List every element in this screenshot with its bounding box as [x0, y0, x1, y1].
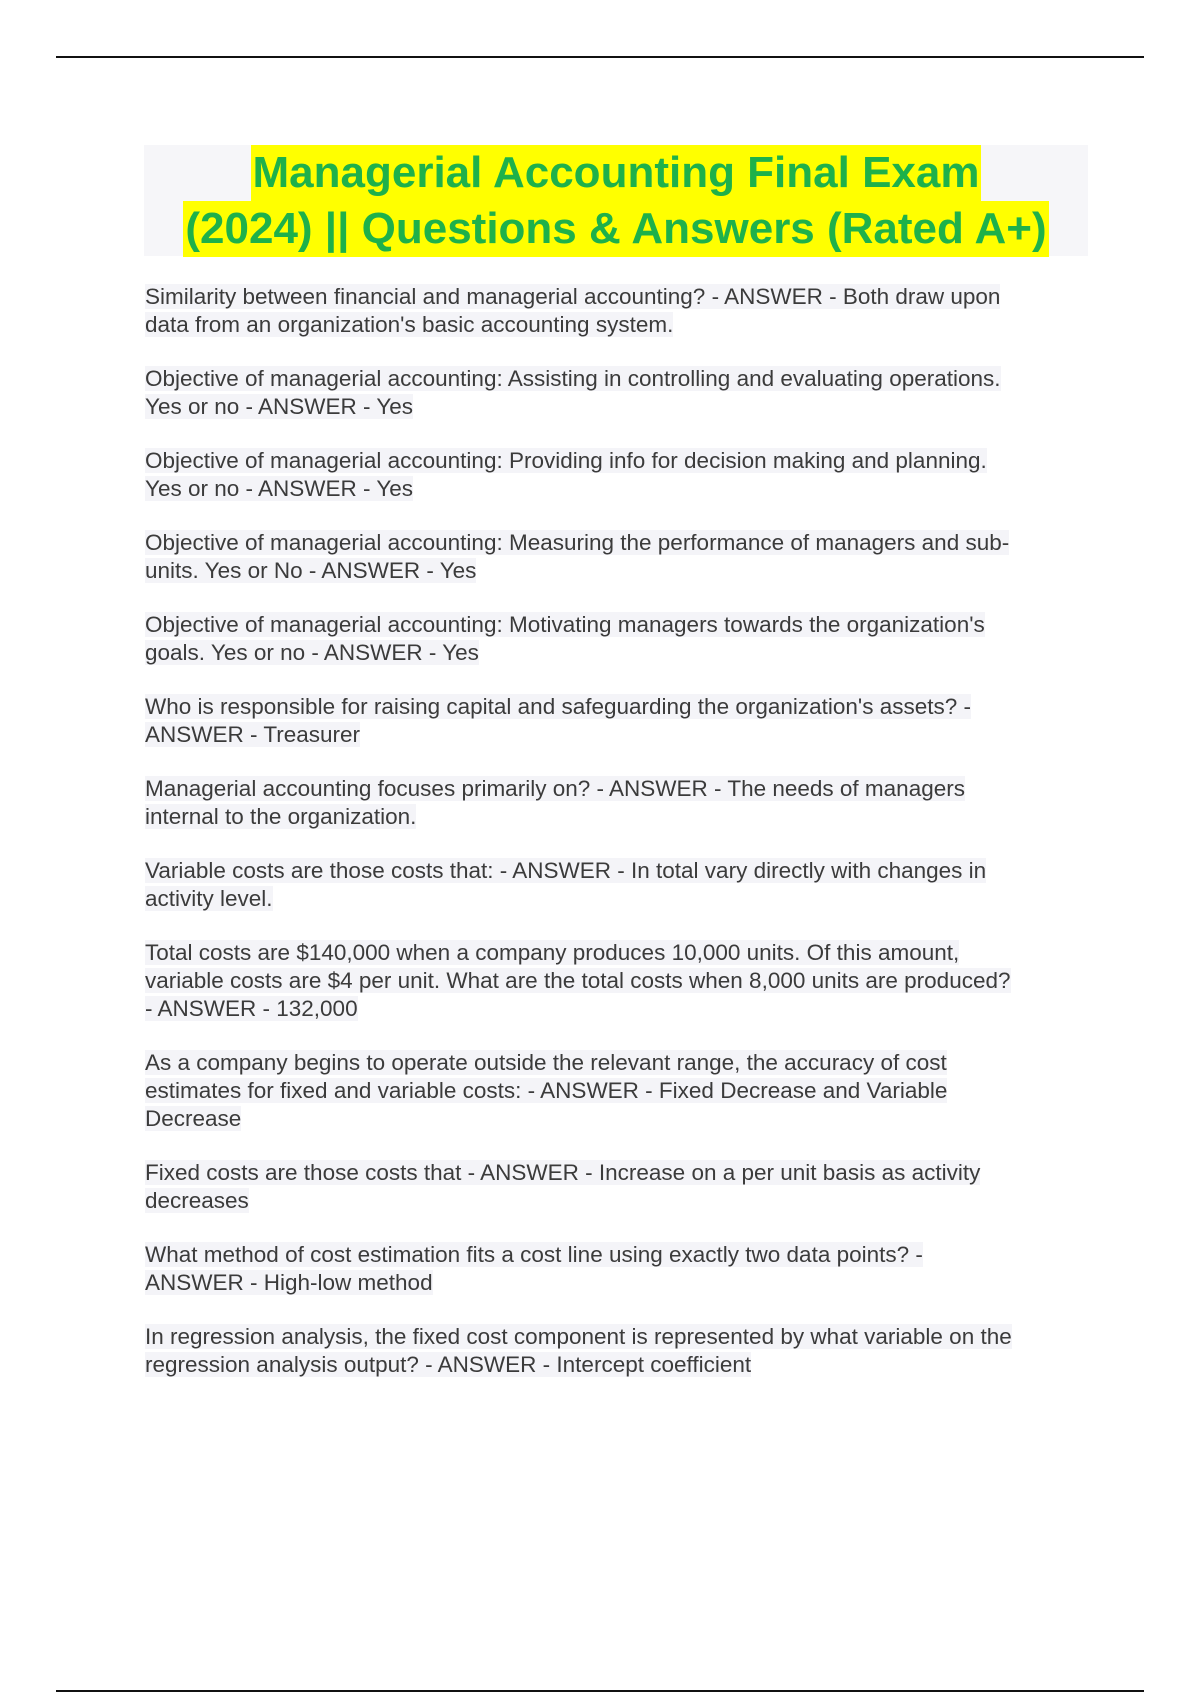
- qa-line: Yes or no - ANSWER - Yes: [145, 394, 414, 419]
- qa-line: Objective of managerial accounting: Motivating managers towards the organization's: [145, 612, 985, 637]
- qa-item: [145, 939, 1085, 1023]
- qa-item: [145, 365, 1085, 421]
- qa-item: [145, 611, 1085, 667]
- top-rule: [56, 56, 1144, 58]
- qa-line: regression analysis output? - ANSWER - Intercept coefficient: [145, 1352, 752, 1377]
- qa-item: [145, 857, 1085, 913]
- title-line-1: Managerial Accounting Final Exam: [251, 145, 982, 201]
- document-title: [144, 145, 1088, 256]
- qa-line: Objective of managerial accounting: Providing info for decision making and planning.: [145, 448, 987, 473]
- qa-line: Managerial accounting focuses primarily on? - ANSWER - The needs of managers: [145, 776, 965, 801]
- qa-item: [145, 1049, 1085, 1133]
- qa-line: variable costs are $4 per unit. What are the total costs when 8,000 units are produced?: [145, 968, 1011, 993]
- qa-line: Who is responsible for raising capital and safeguarding the organization's assets? -: [145, 694, 972, 719]
- qa-item: [145, 693, 1085, 749]
- qa-item: [145, 529, 1085, 585]
- qa-line: Fixed costs are those costs that - ANSWER - Increase on a per unit basis as activity: [145, 1160, 981, 1185]
- qa-item: [145, 1241, 1085, 1297]
- qa-line: Decrease: [145, 1106, 242, 1131]
- qa-line: - ANSWER - 132,000: [145, 996, 358, 1021]
- qa-item: [145, 283, 1085, 339]
- qa-line: Variable costs are those costs that: - ANSWER - In total vary directly with changes in: [145, 858, 987, 883]
- qa-line: data from an organization's basic accounting system.: [145, 312, 674, 337]
- qa-line: What method of cost estimation fits a cost line using exactly two data points? -: [145, 1242, 923, 1267]
- qa-item: [145, 447, 1085, 503]
- qa-line: Similarity between financial and managerial accounting? - ANSWER - Both draw upon: [145, 284, 1001, 309]
- qa-line: units. Yes or No - ANSWER - Yes: [145, 558, 477, 583]
- qa-line: decreases: [145, 1188, 249, 1213]
- title-line-2: (2024) || Questions & Answers (Rated A+): [183, 201, 1048, 257]
- qa-line: In regression analysis, the fixed cost component is represented by what variable on the: [145, 1324, 1012, 1349]
- qa-line: Total costs are $140,000 when a company produces 10,000 units. Of this amount,: [145, 940, 960, 965]
- qa-line: Yes or no - ANSWER - Yes: [145, 476, 414, 501]
- qa-item: [145, 1159, 1085, 1215]
- qa-line: goals. Yes or no - ANSWER - Yes: [145, 640, 479, 665]
- qa-line: ANSWER - High-low method: [145, 1270, 433, 1295]
- qa-line: internal to the organization.: [145, 804, 417, 829]
- qa-line: estimates for fixed and variable costs: - ANSWER - Fixed Decrease and Variable: [145, 1078, 948, 1103]
- qa-line: Objective of managerial accounting: Measuring the performance of managers and sub-: [145, 530, 1010, 555]
- qa-item: [145, 1323, 1085, 1379]
- qa-line: Objective of managerial accounting: Assisting in controlling and evaluating operations.: [145, 366, 1001, 391]
- bottom-rule: [56, 1690, 1144, 1692]
- qa-list: [145, 283, 1085, 1405]
- qa-line: activity level.: [145, 886, 273, 911]
- qa-line: ANSWER - Treasurer: [145, 722, 361, 747]
- qa-line: As a company begins to operate outside the relevant range, the accuracy of cost: [145, 1050, 947, 1075]
- qa-item: [145, 775, 1085, 831]
